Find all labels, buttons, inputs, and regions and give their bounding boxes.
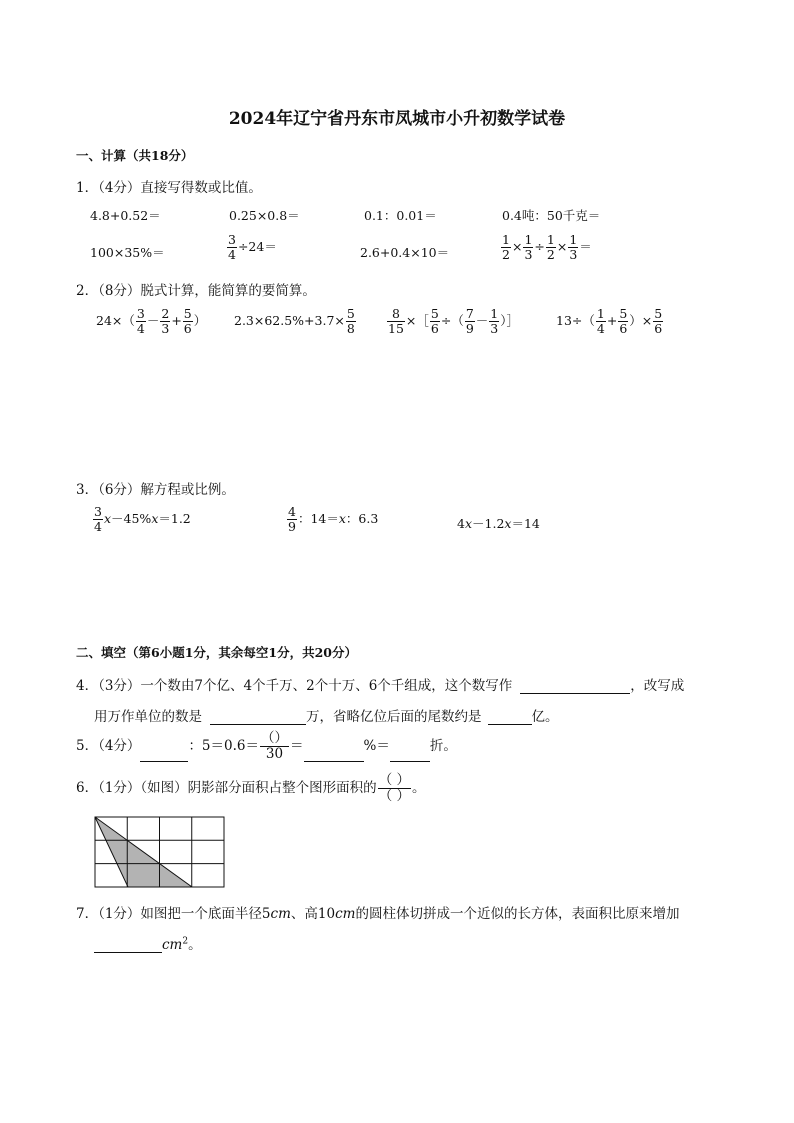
q1-item-7: 2.6+0.4×10＝ <box>360 245 450 260</box>
q3-item-a: $\frac{3}{4}$ x－45%x＝1.2 <box>94 504 191 534</box>
question-6: 6．（1分）（如图）阴影部分面积占整个图形面积的 $\frac{( )}{( )}$ 。 <box>76 772 426 804</box>
answer-blank[interactable] <box>488 711 532 726</box>
q1-item-5: 100×35%＝ <box>90 245 165 260</box>
answer-fraction[interactable]: $\frac{( )}{( )}$ <box>378 772 410 804</box>
q2-item-c: $\frac{8}{15}$ ×［ $\frac{5}{6}$ ÷（ $\frac{7}{9}$ － $\frac{1}{3}$ ）］ <box>388 306 520 336</box>
fraction: $\frac{5}{6}$ <box>654 306 663 336</box>
fraction: $\frac{5}{6}$ <box>183 306 192 336</box>
q1-item-3: 0.1：0.01＝ <box>364 208 437 223</box>
shaded-triangle <box>95 817 192 887</box>
question-3-prompt: 3．（6分）解方程或比例。 <box>76 482 235 498</box>
q1-item-1: 4.8+0.52＝ <box>90 208 161 223</box>
q1-item-6: $\frac{3}{4}$ ÷24＝ <box>228 232 277 262</box>
question-7-line-1: 7．（1分）如图把一个底面半径5cm、高10cm的圆柱体切拼成一个近似的长方体，表面积比原来增加 <box>76 906 680 922</box>
fraction: $\frac{7}{9}$ <box>465 306 474 336</box>
page-title: 2024年辽宁省丹东市凤城市小升初数学试卷 <box>228 109 566 129</box>
answer-blank[interactable] <box>140 747 188 762</box>
fraction: $\frac{()}{30}$ <box>261 730 288 762</box>
question-2-prompt: 2．（8分）脱式计算，能简算的要简算。 <box>76 283 316 299</box>
fraction: $\frac{1}{3}$ <box>490 306 499 336</box>
question-5: 5．（4分） ：5＝0.6＝ $\frac{()}{30}$ ＝ %＝ 折。 <box>76 730 457 762</box>
q2-item-b: 2.3×62.5%+3.7× $\frac{5}{8}$ <box>234 306 355 336</box>
fraction: $\frac{5}{8}$ <box>346 306 355 336</box>
answer-blank[interactable] <box>520 680 630 695</box>
q2-item-a: 24×（ $\frac{3}{4}$ － $\frac{2}{3}$ + $\frac{5}{6}$ ） <box>96 306 207 336</box>
q1-item-2: 0.25×0.8＝ <box>229 208 300 223</box>
q3-item-b: $\frac{4}{9}$ ：14＝x：6.3 <box>288 504 379 534</box>
question-4-line-1: 4．（3分）一个数由7个亿、4个千万、2个十万、6个千组成，这个数写作 ，改写成 <box>76 678 685 694</box>
fraction: $\frac{5}{6}$ <box>619 306 628 336</box>
fraction: $\frac{3}{4}$ <box>94 504 102 534</box>
answer-blank[interactable] <box>304 747 364 762</box>
fraction: $\frac{1}{2}$ <box>546 232 555 262</box>
fraction: $\frac{2}{3}$ <box>161 306 170 336</box>
fraction: $\frac{1}{3}$ <box>569 232 578 262</box>
section-heading-calculation: 一、计算（共18分） <box>76 148 194 163</box>
fraction: $\frac{4}{9}$ <box>288 504 296 534</box>
fraction: $\frac{1}{3}$ <box>524 232 533 262</box>
q1-item-4: 0.4吨：50千克＝ <box>502 208 601 223</box>
q2-item-d: 13÷（ $\frac{1}{4}$ + $\frac{5}{6}$ ）× $\frac{5}{6}$ <box>556 306 663 336</box>
q3-item-c: 4x－1.2x＝14 <box>457 516 540 531</box>
section-heading-fill-in: 二、填空（第6小题1分，其余每空1分，共20分） <box>76 645 357 660</box>
q1-item-8: $\frac{1}{2}$ × $\frac{1}{3}$ ÷ $\frac{1}{2}$ × $\frac{1}{3}$ ＝ <box>502 232 592 262</box>
question-4-line-2: 用万作单位的数是 万，省略亿位后面的尾数约是 亿。 <box>94 709 559 725</box>
answer-blank[interactable] <box>390 747 430 762</box>
fraction: $\frac{1}{2}$ <box>502 232 510 262</box>
fraction: $\frac{5}{6}$ <box>430 306 439 336</box>
answer-blank[interactable] <box>94 939 162 954</box>
fraction: $\frac{1}{4}$ <box>596 306 605 336</box>
fraction: $\frac{3}{4}$ <box>228 232 236 262</box>
fraction: $\frac{3}{4}$ <box>136 306 145 336</box>
answer-blank[interactable] <box>210 711 306 726</box>
question-7-line-2: $cm^2$。 <box>94 933 202 953</box>
grid-shaded-triangle-figure <box>94 816 226 888</box>
fraction: $\frac{8}{15}$ <box>388 306 404 336</box>
question-1-prompt: 1．（4分）直接写得数或比值。 <box>76 180 262 196</box>
